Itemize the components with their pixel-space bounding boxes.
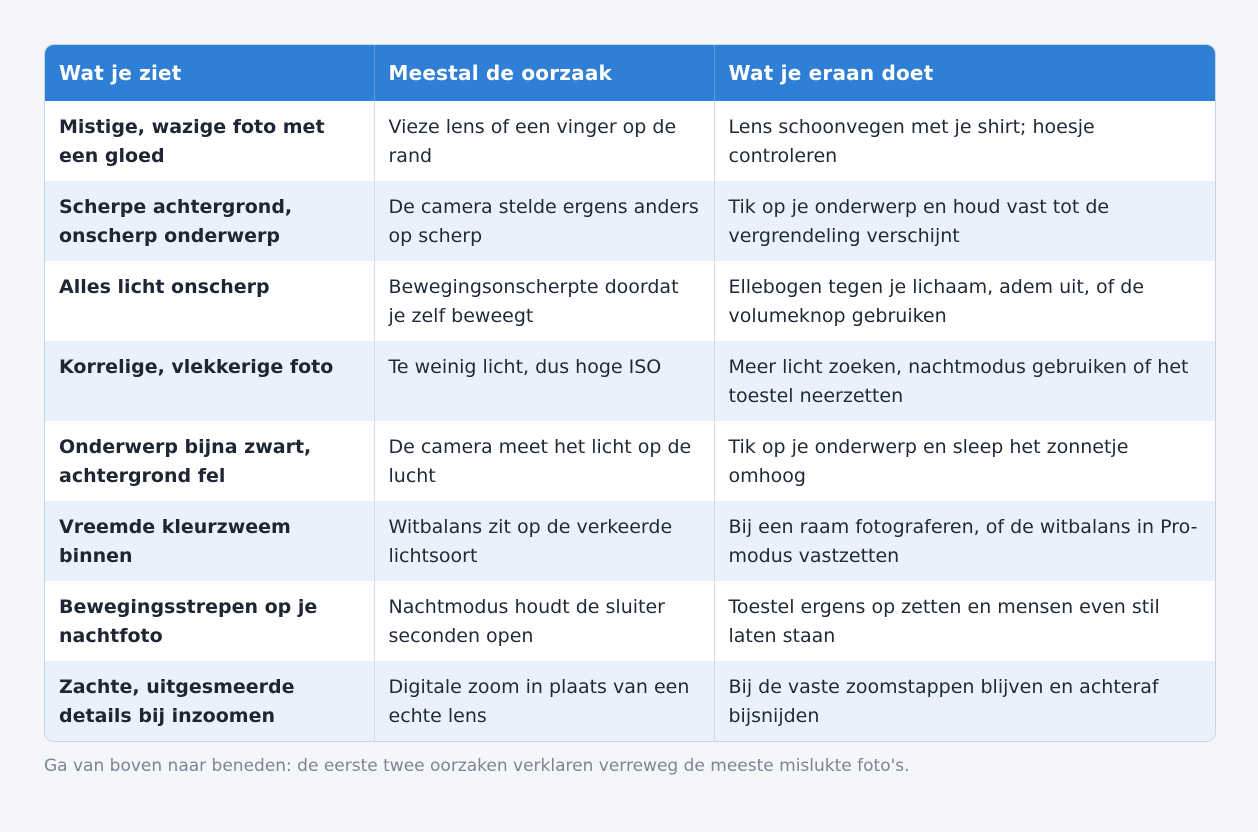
table-row xyxy=(45,661,1215,741)
table-row xyxy=(45,261,1215,341)
symptom-cell: Zachte, uitgesmeerde details bij inzoomen xyxy=(45,661,374,741)
table-row xyxy=(45,581,1215,661)
fix-cell: Lens schoonvegen met je shirt; hoesje controleren xyxy=(714,101,1215,181)
symptom-cell: Mistige, wazige foto met een gloed xyxy=(45,101,374,181)
footnote: Ga van boven naar beneden: de eerste twee oorzaken verklaren verreweg de meeste mislukte foto's. xyxy=(44,756,910,776)
cause-cell: Bewegingsonscherpte doordat je zelf beweegt xyxy=(374,261,714,341)
cause-cell: De camera stelde ergens anders op scherp xyxy=(374,181,714,261)
symptom-cell: Alles licht onscherp xyxy=(45,261,374,341)
symptom-cell: Scherpe achtergrond, onscherp onderwerp xyxy=(45,181,374,261)
header-fix: Wat je eraan doet xyxy=(714,45,1215,101)
table-row xyxy=(45,341,1215,421)
fix-cell: Bij een raam fotograferen, of de witbalans in Pro-modus vastzetten xyxy=(714,501,1215,581)
table-header xyxy=(45,45,1215,101)
troubleshooting-table xyxy=(45,45,1215,741)
cause-cell: Te weinig licht, dus hoge ISO xyxy=(374,341,714,421)
fix-cell: Ellebogen tegen je lichaam, adem uit, of de volumeknop gebruiken xyxy=(714,261,1215,341)
fix-cell: Meer licht zoeken, nachtmodus gebruiken of het toestel neerzetten xyxy=(714,341,1215,421)
fix-cell: Tik op je onderwerp en sleep het zonnetje omhoog xyxy=(714,421,1215,501)
troubleshooting-table-card xyxy=(44,44,1216,742)
cause-cell: Digitale zoom in plaats van een echte lens xyxy=(374,661,714,741)
symptom-cell: Bewegingsstrepen op je nachtfoto xyxy=(45,581,374,661)
header-cause: Meestal de oorzaak xyxy=(374,45,714,101)
cause-cell: Vieze lens of een vinger op de rand xyxy=(374,101,714,181)
table-body xyxy=(45,101,1215,741)
table-row xyxy=(45,181,1215,261)
header-symptom: Wat je ziet xyxy=(45,45,374,101)
header-row xyxy=(45,45,1215,101)
cause-cell: Witbalans zit op de verkeerde lichtsoort xyxy=(374,501,714,581)
table-row xyxy=(45,101,1215,181)
cause-cell: Nachtmodus houdt de sluiter seconden open xyxy=(374,581,714,661)
symptom-cell: Korrelige, vlekkerige foto xyxy=(45,341,374,421)
fix-cell: Tik op je onderwerp en houd vast tot de vergrendeling verschijnt xyxy=(714,181,1215,261)
table-row xyxy=(45,421,1215,501)
symptom-cell: Onderwerp bijna zwart, achtergrond fel xyxy=(45,421,374,501)
symptom-cell: Vreemde kleurzweem binnen xyxy=(45,501,374,581)
fix-cell: Bij de vaste zoomstappen blijven en achteraf bijsnijden xyxy=(714,661,1215,741)
table-row xyxy=(45,501,1215,581)
fix-cell: Toestel ergens op zetten en mensen even stil laten staan xyxy=(714,581,1215,661)
cause-cell: De camera meet het licht op de lucht xyxy=(374,421,714,501)
